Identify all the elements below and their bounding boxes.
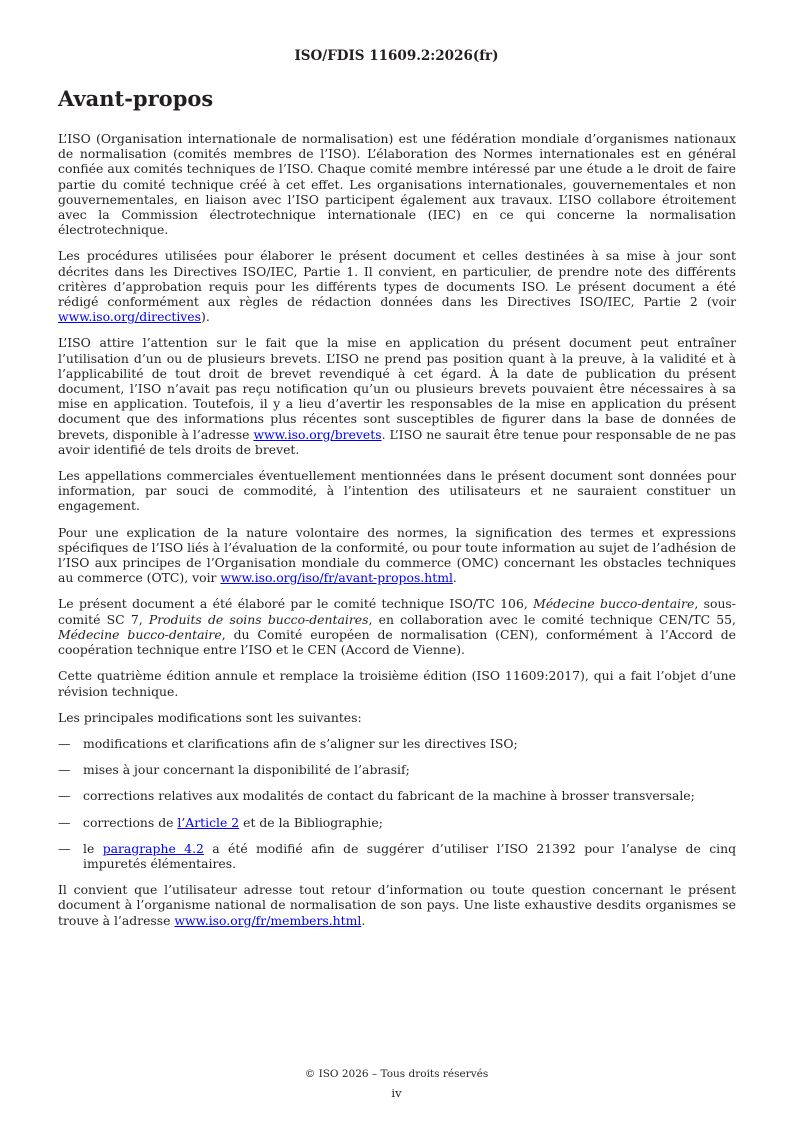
paragraph-iso-intro: L’ISO (Organisation internationale de normalisation) est une fédération mondiale d’organismes nationaux de normalisation (comités membres de l’ISO). L’élaboration des Normes internationales est en général confiée aux comités techniques de l’ISO. Chaque comité membre intéressé par une étude a le droit de faire partie du comité technique créé à cet effet. Les organisations internationales, gouvernementales et non gouvernementales, en liaison avec l’ISO participent également aux travaux. L’ISO collabore étroitement avec la Commission électrotechnique internationale (IEC) en ce qui concerne la normalisation électrotechnique.	[58, 131, 736, 238]
paragraph-trade-names: Les appellations commerciales éventuellement mentionnées dans le présent document sont données pour information, par souci de commodité, à l’intention des utilisateurs et ne sauraient constituer un engagement.	[58, 468, 736, 514]
directives-link[interactable]: www.iso.org/directives	[58, 309, 201, 325]
dash-bullet: —	[58, 814, 71, 830]
members-link[interactable]: www.iso.org/fr/members.html	[174, 912, 362, 928]
paragraph-4-2-link[interactable]: paragraphe 4.2	[102, 840, 204, 856]
paragraph-patents: L’ISO attire l’attention sur le fait que la mise en application du présent document peut entraîner l’utilisation d’un ou de plusieurs brevets. L’ISO ne prend pas position quant à la preuve, à la validité et à l’applicabilité de tout droit de brevet revendiqué à cet égard. À la date de publication du présent document, l’ISO n’avait pas reçu notification qu’un ou plusieurs brevets pouvaient être nécessaires à sa mise en application. Toutefois, il y a lieu d’avertir les responsables de la mise en application du présent document que des informations plus récentes sont susceptibles de figurer dans la base de données de brevets, disponible à l’adresse www.iso.org/brevets. L’ISO ne saurait être tenue pour responsable de ne pas avoir identifié de tels droits de brevet.	[58, 335, 736, 457]
paragraph-feedback: Il convient que l’utilisateur adresse tout retour d’information ou toute question concernant le présent document à l’organisme national de normalisation de son pays. Une liste exhaustive desdits organismes se trouve à l’adresse www.iso.org/fr/members.html.	[58, 882, 736, 928]
list-item: — modifications et clarifications afin de s’aligner sur les directives ISO;	[58, 735, 518, 751]
paragraph-changes-intro: Les principales modifications sont les suivantes:	[58, 709, 362, 725]
patents-link[interactable]: www.iso.org/brevets	[253, 426, 382, 442]
list-item: — corrections de l’Article 2 et de la Bibliographie;	[58, 814, 383, 830]
page-title: Avant-propos	[58, 86, 214, 111]
paragraph-voluntary-nature: Pour une explication de la nature volontaire des normes, la signification des termes et expressions spécifiques de l’ISO liés à l’évaluation de la conformité, ou pour toute information au sujet de l’adhésion de l’ISO aux principes de l’Organisation mondiale du commerce (OMC) concernant les obstacles techniques au commerce (OTC), voir www.iso.org/iso/fr/avant-propos.html.	[58, 524, 736, 586]
dash-bullet: —	[58, 735, 71, 751]
dash-bullet: —	[58, 840, 71, 856]
paragraph-committee: Le présent document a été élaboré par le comité technique ISO/TC 106, Médecine bucco-dentaire, sous-comité SC 7, Produits de soins bucco-dentaires, en collaboration avec le comité technique CEN/TC 55, Médecine bucco-dentaire, du Comité européen de normalisation (CEN), conformément à l’Accord de coopération technique entre l’ISO et le CEN (Accord de Vienne).	[58, 596, 736, 658]
changes-list	[58, 736, 736, 871]
paragraph-edition: Cette quatrième édition annule et remplace la troisième édition (ISO 11609:2017), qui a fait l’objet d’une révision technique.	[58, 668, 736, 699]
article-2-link[interactable]: l’Article 2	[177, 814, 240, 830]
list-item: — mises à jour concernant la disponibilité de l’abrasif;	[58, 762, 410, 778]
paragraph-procedures: Les procédures utilisées pour élaborer le présent document et celles destinées à sa mise à jour sont décrites dans les Directives ISO/IEC, Partie 1. Il convient, en particulier, de prendre note des différents critères d’approbation requis pour les différents types de documents ISO. Le présent document a été rédigé conformément aux règles de rédaction données dans les Directives ISO/IEC, Partie 2 (voir www.iso.org/directives).	[58, 248, 736, 325]
list-item: — corrections relatives aux modalités de contact du fabricant de la machine à brosser transversale;	[58, 788, 695, 804]
dash-bullet: —	[58, 762, 71, 778]
foreword-body	[58, 131, 736, 939]
foreword-link[interactable]: www.iso.org/iso/fr/avant-propos.html	[220, 570, 453, 586]
page-number: iv	[391, 1086, 402, 1100]
document-header: ISO/FDIS 11609.2:2026(fr)	[294, 48, 499, 64]
dash-bullet: —	[58, 788, 71, 804]
footer-copyright: © ISO 2026 – Tous droits réservés	[304, 1068, 489, 1080]
list-item: — le paragraphe 4.2 a été modifié afin de suggérer d’utiliser l’ISO 21392 pour l’analyse de cinq impuretés élémentaires.	[58, 840, 737, 871]
